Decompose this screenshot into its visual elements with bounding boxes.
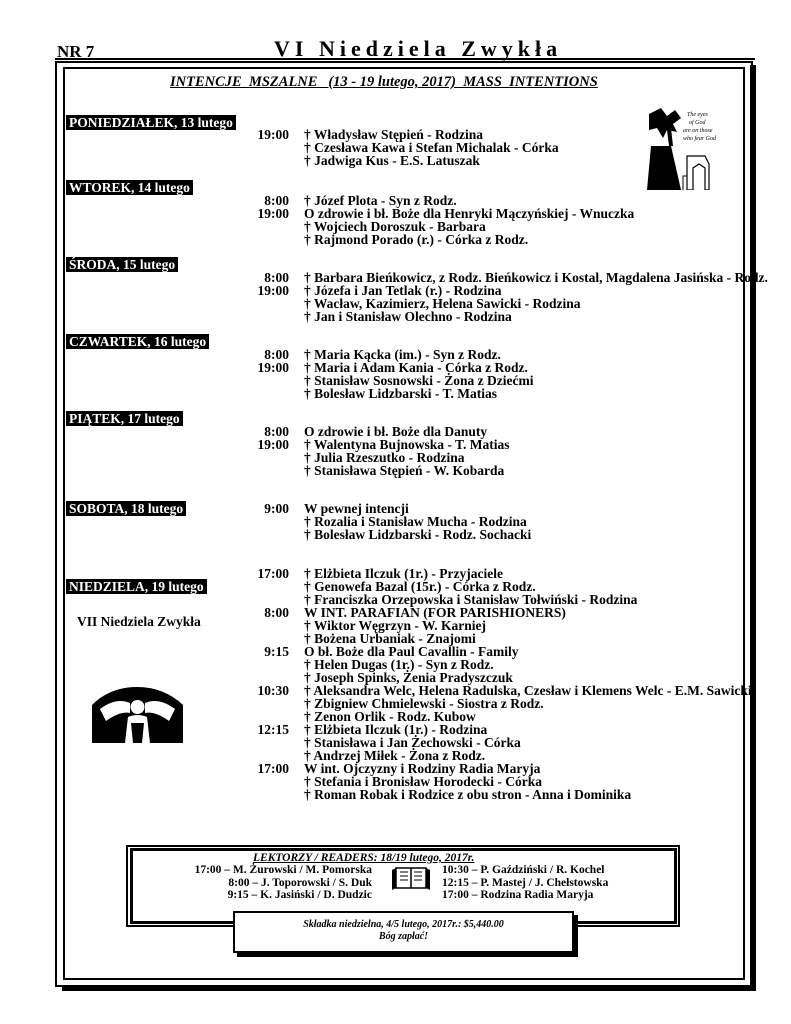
intention-line: † Jan i Stanisław Olechno - Rodzina bbox=[304, 309, 512, 324]
day-label-monday: PONIEDZIAŁEK, 13 lutego bbox=[66, 115, 236, 130]
svg-text:of God: of God bbox=[689, 120, 706, 126]
time: 19:00 bbox=[257, 437, 289, 452]
time bbox=[249, 580, 289, 593]
time: 8:00 bbox=[264, 193, 289, 208]
intention-line: † Elżbieta Ilczuk (1r.) - Przyjaciele bbox=[304, 566, 503, 581]
intentions-sunday bbox=[304, 567, 752, 801]
intention-line: † Genowefa Bazal (15r.) - Córka z Rodz. bbox=[304, 579, 536, 594]
intention-line: † Jadwiga Kus - E.S. Latuszak bbox=[304, 153, 480, 168]
time bbox=[249, 528, 289, 541]
time: 8:00 bbox=[264, 270, 289, 285]
intention-line: † Rozalia i Stanisław Mucha - Rodzina bbox=[304, 514, 527, 529]
time bbox=[249, 619, 289, 632]
intention-line: † Stanisława Stępień - W. Kobarda bbox=[304, 463, 505, 478]
intention-line: † Rajmond Porado (r.) - Córka z Rodz. bbox=[304, 232, 529, 247]
title-rule bbox=[55, 58, 755, 60]
intention-line: † Władysław Stępień - Rodzina bbox=[304, 127, 484, 142]
tree-illustration bbox=[647, 106, 717, 190]
time bbox=[249, 220, 289, 233]
day-label-thursday: CZWARTEK, 16 lutego bbox=[66, 334, 209, 349]
time bbox=[249, 154, 289, 167]
times-tuesday bbox=[249, 194, 289, 246]
intention-line: W int. Ojczyzny i Rodziny Radia Maryja bbox=[304, 761, 541, 776]
time bbox=[249, 233, 289, 246]
time: 12:15 bbox=[257, 722, 289, 737]
svg-text:The eyes: The eyes bbox=[687, 112, 708, 118]
reader-entry: 17:00 – M. Żurowski / M. Pomorska bbox=[194, 864, 372, 876]
intentions-monday bbox=[304, 128, 559, 167]
time: 8:00 bbox=[264, 424, 289, 439]
page-number: NR 7 bbox=[57, 42, 95, 61]
intention-line: † Józef Plota - Syn z Rodz. bbox=[304, 193, 457, 208]
reader-entry: 8:00 – J. Toporowski / S. Duk bbox=[228, 876, 372, 889]
time: 8:00 bbox=[264, 605, 289, 620]
intention-line: † Barbara Bieńkowicz, z Rodz. Bieńkowicz i Kostal, Magdalena Jasińska - Rodz. bbox=[304, 270, 768, 285]
intention-line: † Bolesław Lidzbarski - T. Matias bbox=[304, 386, 498, 401]
intention-line: † Zenon Orlik - Rodz. Kubow bbox=[304, 709, 476, 724]
sunday-sublabel: VII Niedziela Zwykła bbox=[77, 614, 201, 629]
intention-line: † Julia Rzeszutko - Rodzina bbox=[304, 450, 465, 465]
readers-right-column bbox=[442, 864, 608, 902]
intention-line: † Maria Kącka (im.) - Syn z Rodz. bbox=[304, 347, 501, 362]
reader-entry: 10:30 – P. Gaździński / R. Kochel bbox=[442, 864, 605, 876]
reader-entry: 9:15 – K. Jasiński / D. Dudzic bbox=[227, 889, 372, 901]
intention-line: † Stanisława i Jan Żechowski - Córka bbox=[304, 735, 521, 750]
day-label-friday: PIĄTEK, 17 lutego bbox=[66, 411, 183, 426]
times-sunday bbox=[249, 567, 289, 801]
intention-line: † Zbigniew Chmielewski - Siostra z Rodz. bbox=[304, 696, 544, 711]
intentions-header: INTENCJE MSZALNE (13 - 19 lutego, 2017) MASS INTENTIONS bbox=[170, 74, 598, 90]
intention-line: † Stanisław Sosnowski - Żona z Dziećmi bbox=[304, 373, 534, 388]
time: 17:00 bbox=[257, 761, 289, 776]
svg-text:are on those: are on those bbox=[683, 128, 713, 134]
time bbox=[249, 775, 289, 788]
reader-entry: 12:15 – P. Mastej / J. Chełstowska bbox=[442, 876, 609, 889]
intention-line: † Andrzej Miłek - Żona z Rodz. bbox=[304, 748, 486, 763]
intention-line: O zdrowie i bł. Boże dla Danuty bbox=[304, 424, 488, 439]
time: 19:00 bbox=[257, 283, 289, 298]
intention-line: † Roman Robak i Rodzice z obu stron - Anna i Dominika bbox=[304, 787, 632, 802]
intentions-tuesday bbox=[304, 194, 634, 246]
intentions-thursday bbox=[304, 348, 534, 400]
day-label-wednesday: ŚRODA, 15 lutego bbox=[66, 257, 178, 272]
time bbox=[249, 374, 289, 387]
times-thursday bbox=[249, 348, 289, 400]
time bbox=[249, 515, 289, 528]
intention-line: † Maria i Adam Kania - Córka z Rodz. bbox=[304, 360, 528, 375]
time bbox=[249, 297, 289, 310]
times-monday bbox=[249, 128, 289, 167]
time: 9:00 bbox=[264, 501, 289, 516]
times-saturday bbox=[249, 502, 289, 541]
time bbox=[249, 658, 289, 671]
page-title: VI Niedziela Zwykła bbox=[274, 36, 563, 61]
intention-line: † Aleksandra Welc, Helena Radulska, Czesław i Klemens Welc - E.M. Sawicki bbox=[304, 683, 752, 698]
intention-line: O bł. Boże dla Paul Cavallin - Family bbox=[304, 644, 519, 659]
intention-line: † Joseph Spinks, Żenia Pradyszczuk bbox=[304, 670, 513, 685]
time bbox=[249, 464, 289, 477]
time: 19:00 bbox=[257, 360, 289, 375]
intention-line: † Stefania i Bronisław Horodecki - Córka bbox=[304, 774, 543, 789]
time: 19:00 bbox=[257, 206, 289, 221]
time: 8:00 bbox=[264, 347, 289, 362]
intention-line: † Bolesław Lidzbarski - Rodz. Sochacki bbox=[304, 527, 532, 542]
intentions-friday bbox=[304, 425, 510, 477]
collection-amount: Składka niedzielna, 4/5 lutego, 2017r.: $5,440.00 bbox=[303, 919, 504, 930]
time: 9:15 bbox=[264, 644, 289, 659]
time: 10:30 bbox=[257, 683, 289, 698]
svg-text:who fear God: who fear God bbox=[683, 136, 716, 142]
reader-entry: 17:00 – Rodzina Radia Maryja bbox=[442, 889, 594, 901]
time bbox=[249, 387, 289, 400]
intention-line: † Elżbieta Ilczuk (1r.) - Rodzina bbox=[304, 722, 488, 737]
collection-thanks: Bóg zapłać! bbox=[378, 931, 429, 942]
times-friday bbox=[249, 425, 289, 477]
day-label-saturday: SOBOTA, 18 lutego bbox=[66, 501, 186, 516]
time bbox=[249, 141, 289, 154]
intention-line: † Czesława Kawa i Stefan Michalak - Córka bbox=[304, 140, 559, 155]
readers-left-column bbox=[165, 864, 372, 902]
intention-line: W pewnej intencji bbox=[304, 501, 409, 516]
day-label-sunday: NIEDZIELA, 19 lutego bbox=[66, 579, 207, 594]
collection-text bbox=[233, 919, 574, 943]
praying-figure-illustration bbox=[90, 683, 185, 743]
intention-line: † Walentyna Bujnowska - T. Matias bbox=[304, 437, 510, 452]
times-wednesday bbox=[249, 271, 289, 323]
time: 17:00 bbox=[257, 566, 289, 581]
day-label-tuesday: WTOREK, 14 lutego bbox=[66, 180, 193, 195]
time: 19:00 bbox=[257, 127, 289, 142]
time bbox=[249, 451, 289, 464]
intention-line: † Wiktor Węgrzyn - W. Karniej bbox=[304, 618, 487, 633]
time bbox=[249, 310, 289, 323]
time bbox=[249, 697, 289, 710]
intention-line: W INT. PARAFIAN (FOR PARISHIONERS) bbox=[304, 605, 566, 620]
intention-line: † Wacław, Kazimierz, Helena Sawicki - Rodzina bbox=[304, 296, 581, 311]
intention-line: O zdrowie i bł. Boże dla Henryki Mączyńskiej - Wnuczka bbox=[304, 206, 635, 221]
time bbox=[249, 788, 289, 801]
intention-line: † Franciszka Orzepowska i Stanisław Tołwiński - Rodzina bbox=[304, 592, 638, 607]
time bbox=[249, 736, 289, 749]
book-icon bbox=[390, 864, 432, 894]
intentions-saturday bbox=[304, 502, 531, 541]
intention-line: † Józefa i Jan Tetlak (r.) - Rodzina bbox=[304, 283, 502, 298]
readers-title: LEKTORZY / READERS: 18/19 lutego, 2017r. bbox=[253, 852, 475, 864]
intention-line: † Wojciech Doroszuk - Barbara bbox=[304, 219, 486, 234]
intention-line: † Helen Dugas (1r.) - Syn z Rodz. bbox=[304, 657, 494, 672]
intentions-wednesday bbox=[304, 271, 768, 323]
intention-line: † Bożena Urbaniak - Znajomi bbox=[304, 631, 476, 646]
